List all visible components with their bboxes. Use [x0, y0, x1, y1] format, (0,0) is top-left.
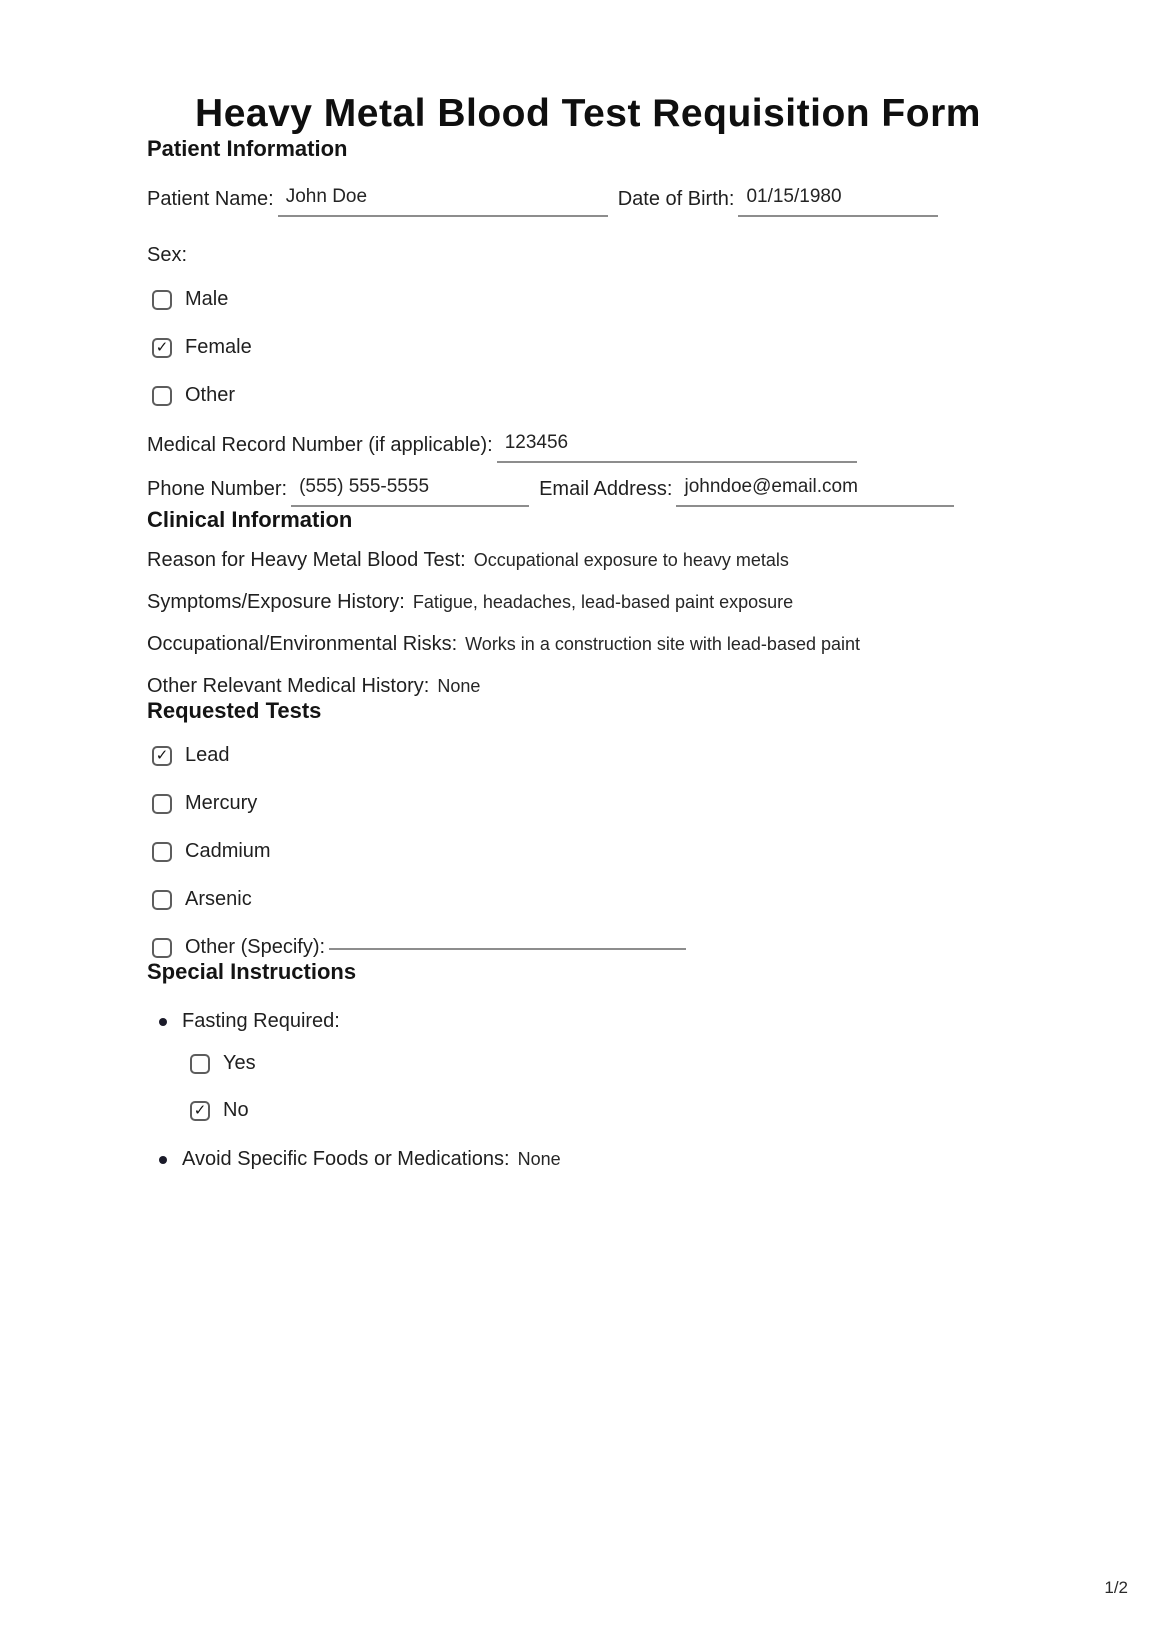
symptoms-row: [147, 590, 1086, 614]
sex-option-other: [147, 384, 1086, 407]
avoid-foods-label: Avoid Specific Foods or Medications:: [182, 1148, 510, 1170]
email-field[interactable]: [676, 477, 954, 507]
patient-name-label: Patient Name:: [147, 188, 274, 210]
email-value: johndoe@email.com: [684, 476, 858, 497]
symptoms-label: Symptoms/Exposure History:: [147, 591, 405, 613]
checkbox-fasting-yes[interactable]: [190, 1054, 210, 1074]
avoid-foods-row: [147, 1148, 1086, 1171]
sex-label-row: [147, 243, 1086, 267]
sex-label: Sex:: [147, 244, 188, 266]
fasting-option-no: [185, 1099, 1086, 1122]
cadmium-label: Cadmium: [185, 840, 271, 862]
medical-history-value: None: [437, 676, 481, 696]
symptoms-value: Fatigue, headaches, lead-based paint exposure: [412, 592, 794, 612]
medical-history-row: [147, 674, 1086, 698]
fasting-required-label: Fasting Required:: [182, 1010, 340, 1032]
fasting-required-row: [147, 1010, 1086, 1033]
checkbox-fasting-no[interactable]: [190, 1101, 210, 1121]
other-test-label: Other (Specify):: [185, 936, 326, 958]
patient-name-row: [147, 187, 1086, 217]
dob-label: Date of Birth:: [617, 188, 735, 210]
sex-option-female: [147, 336, 1086, 359]
mrn-value: 123456: [504, 432, 569, 453]
phone-label: Phone Number:: [147, 478, 288, 500]
email-label: Email Address:: [539, 478, 673, 500]
page-title: Heavy Metal Blood Test Requisition Form: [195, 92, 981, 135]
arsenic-label: Arsenic: [185, 888, 252, 910]
fasting-option-yes: [185, 1052, 1086, 1075]
other-sex-label: Other: [185, 384, 236, 406]
checkbox-arsenic[interactable]: [152, 890, 172, 910]
occupational-risks-row: [147, 632, 1086, 656]
avoid-foods-value: None: [517, 1149, 561, 1169]
occupational-risks-value: Works in a construction site with lead-based paint: [465, 634, 861, 654]
occupational-risks-label: Occupational/Environmental Risks:: [147, 633, 458, 655]
patient-name-field[interactable]: [278, 187, 608, 217]
phone-value: (555) 555-5555: [299, 476, 430, 497]
fasting-yes-label: Yes: [223, 1052, 256, 1074]
form-body: [147, 136, 1086, 1171]
mrn-row: [147, 433, 1086, 463]
test-option-cadmium: [147, 840, 1086, 863]
patient-information-heading: Patient Information: [147, 136, 348, 161]
bullet-icon: [159, 1018, 167, 1026]
page-indicator: 1/2: [1104, 1578, 1128, 1597]
mercury-label: Mercury: [185, 792, 258, 814]
fasting-no-label: No: [223, 1099, 249, 1121]
medical-history-label: Other Relevant Medical History:: [147, 675, 430, 697]
special-instructions-heading: Special Instructions: [147, 959, 357, 984]
phone-email-row: [147, 477, 1086, 507]
checkbox-mercury[interactable]: [152, 794, 172, 814]
patient-name-value: John Doe: [285, 186, 368, 207]
lead-label: Lead: [185, 744, 230, 766]
checkbox-female[interactable]: [152, 338, 172, 358]
checkbox-other-test[interactable]: [152, 938, 172, 958]
test-option-lead: [147, 744, 1086, 767]
checkbox-male[interactable]: [152, 290, 172, 310]
female-label: Female: [185, 336, 252, 358]
checkbox-other-sex[interactable]: [152, 386, 172, 406]
reason-row: [147, 548, 1086, 572]
male-label: Male: [185, 288, 229, 310]
dob-field[interactable]: [738, 187, 938, 217]
reason-value: Occupational exposure to heavy metals: [473, 550, 789, 570]
checkbox-cadmium[interactable]: [152, 842, 172, 862]
test-option-mercury: [147, 792, 1086, 815]
other-test-field[interactable]: [329, 945, 686, 950]
mrn-label: Medical Record Number (if applicable):: [147, 434, 493, 456]
clinical-information-heading: Clinical Information: [147, 507, 353, 532]
requested-tests-heading: Requested Tests: [147, 698, 322, 723]
dob-value: 01/15/1980: [746, 186, 842, 207]
sex-option-male: [147, 288, 1086, 311]
bullet-icon: [159, 1156, 167, 1164]
mrn-field[interactable]: [497, 433, 857, 463]
reason-label: Reason for Heavy Metal Blood Test:: [147, 549, 466, 571]
test-option-other: [147, 936, 1086, 959]
checkbox-lead[interactable]: [152, 746, 172, 766]
test-option-arsenic: [147, 888, 1086, 911]
phone-field[interactable]: [291, 477, 529, 507]
